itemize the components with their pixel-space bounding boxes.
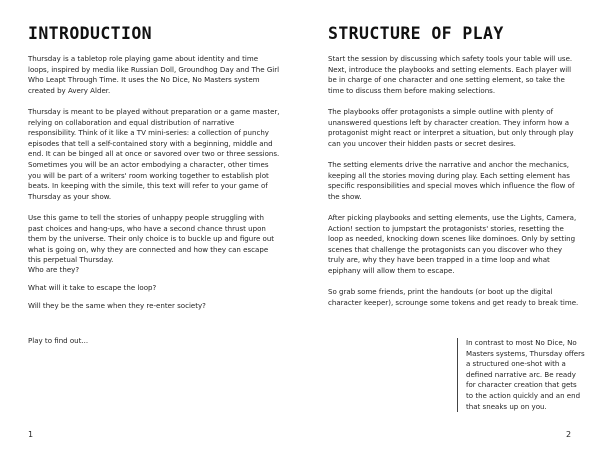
- right-page: [300, 0, 600, 464]
- introduction-heading: INTRODUCTION: [28, 24, 153, 43]
- page-number-left: 1: [28, 430, 34, 439]
- structure-body: [328, 54, 580, 319]
- question-escape: What will it take to escape the loop?: [28, 283, 157, 292]
- structure-heading: STRUCTURE OF PLAY: [328, 24, 504, 43]
- structure-paragraph-2: The playbooks offer protagonists a simple outline with plenty of unanswered questions left by character creation. They inform how a protagonist might react or interpret a situation, but only through play can you uncover their hidden pasts or secret desires.: [328, 106, 574, 148]
- question-same: Will they be the same when they re-enter society?: [28, 301, 206, 310]
- closing-line: Play to find out...: [28, 336, 89, 345]
- intro-paragraph-2: Thursday is meant to be played without preparation or a game master, relying on collaboration and equal distribution of narrative responsibility. Think of it like a TV mini-series: a collection of punchy episodes that tell a self-contained story with a beginning, middle and end. It can be binged all at once or savored over two or three sessions. Sometimes you will be an actor embodying a character, other times you will be part of a writers' room working together to establish plot beats. In keeping with the simile, this text will refer to your game of Thursday as your show.: [28, 106, 280, 201]
- structure-paragraph-5: So grab some friends, print the handouts (or boot up the digital character keeper), scrounge some tokens and get ready to break time.: [328, 287, 579, 307]
- intro-paragraph-3: Use this game to tell the stories of unhappy people struggling with past choices and hang-ups, who have a second chance thrust upon them by the universe. Their only choice is to buckle up and figure out what is going on, why they are connected and how they can escape this perpetual Thursday.: [28, 212, 275, 265]
- question-who: Who are they?: [28, 265, 80, 274]
- structure-paragraph-1: Start the session by discussing which safety tools your table will use. Next, introduce the playbooks and setting elements. Each player will be in charge of one character and one setting element, so take the time to discuss them before making selections.: [328, 54, 573, 95]
- page-number-right: 2: [566, 430, 572, 439]
- intro-paragraph-1: Thursday is a tabletop role playing game about identity and time loops, inspired by media like Russian Doll, Groundhog Day and The Girl Who Leapt Through Time. It uses the No Dice, No Masters system created by Avery Alder.: [28, 54, 280, 95]
- introduction-body: [28, 54, 280, 276]
- structure-paragraph-3: The setting elements drive the narrative and anchor the mechanics, keeping all the stories moving during play. Each setting element has specific responsibilities and special moves which influence the flow of the show.: [328, 159, 575, 201]
- sidebar-note: In contrast to most No Dice, No Masters systems, Thursday offers a structured one-shot with a defined narrative arc. Be ready for character creation that gets to the action quickly and an end that sneaks up on you.: [457, 338, 586, 412]
- structure-paragraph-4: After picking playbooks and setting elements, use the Lights, Camera, Action! section to jumpstart the protagonists' stories, resetting the loop as needed, knocking down scenes like dominoes. Only by setting scenes that challenge the protagonists can you discover who they truly are, why they have been trapped in a time loop and what epiphany will allow them to escape.: [328, 212, 577, 275]
